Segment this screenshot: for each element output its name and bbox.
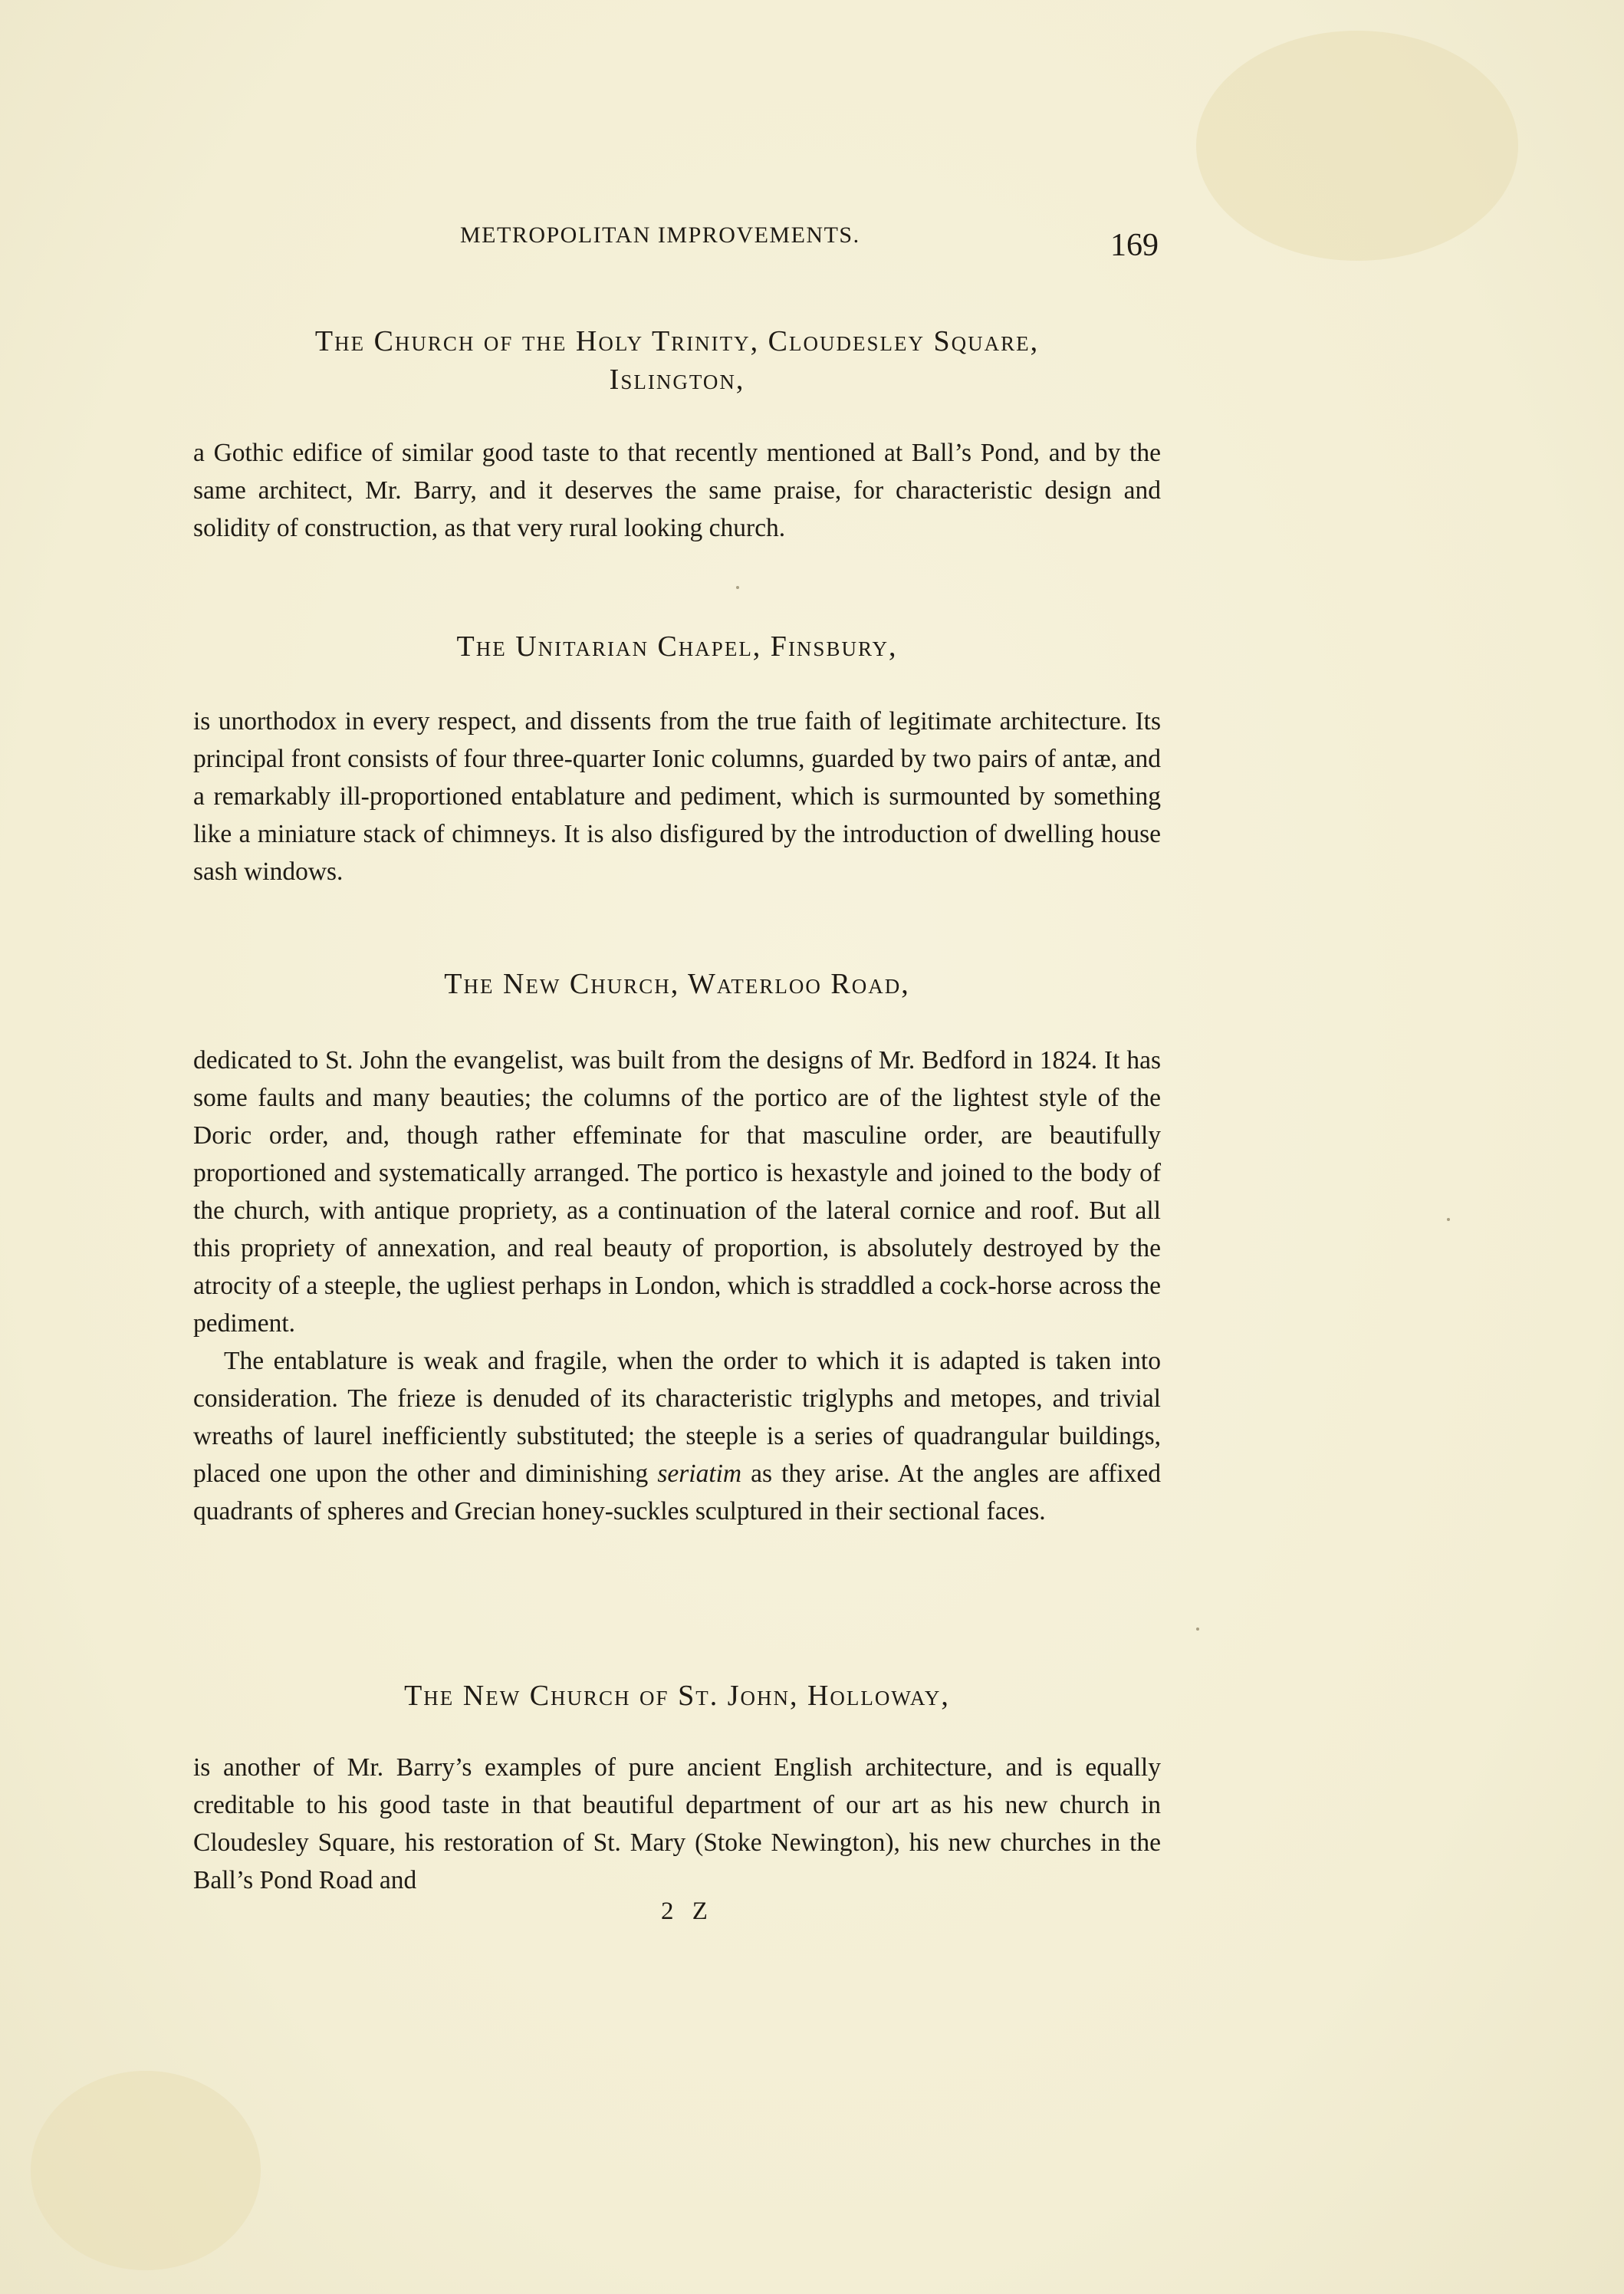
page-number: 169 — [1110, 228, 1159, 263]
heading-line: The New Church of St. John, Holloway, — [404, 1680, 950, 1712]
paper-stain — [1196, 31, 1518, 261]
paragraph: dedicated to St. John the evangelist, was built from the designs of Mr. Bedford in 1824. It has some faults and many beauties; the columns of the portico are of the lightest style of the Doric order, and, though rather effeminate for that masculine order, are beautifully proportioned and systematically arranged. The portico is hexastyle and joined to the body of the church, with antique propriety, as a continuation of the lateral cornice and roof. But all this propriety of annexation, and real beauty of proportion, is absolutely destroyed by the atrocity of a steeple, the ugliest perhaps in London, which is straddled a cock-horse across the pediment. — [193, 1046, 1161, 1338]
section-heading — [193, 1677, 1161, 1715]
heading-line: The New Church, Waterloo Road, — [444, 968, 910, 1000]
heading-line: Islington, — [609, 364, 745, 396]
ink-speck — [1447, 1218, 1450, 1221]
italic-term: seriatim — [657, 1460, 742, 1488]
section-body — [193, 1042, 1161, 1530]
ink-speck — [736, 586, 739, 589]
paragraph-text: The entablature is weak and fragile, when the order to which it is adapted is taken into consideration. The frieze is denuded of its characteristic triglyphs and metopes, and trivial wreaths of laurel inefficiently substituted; the steeple is a series of quadrangular buildings, placed one upon the other and diminishing — [193, 1347, 1161, 1488]
section-body — [193, 434, 1161, 547]
paragraph-text: as they arise. At the angles are affixed quadrants of spheres and Grecian honey-suckles sculptured in their sectional faces. — [193, 1460, 1161, 1525]
signature-mark: 2 Z — [661, 1897, 714, 1925]
section-body — [193, 1749, 1161, 1899]
section-heading — [193, 965, 1161, 1003]
paragraph: is another of Mr. Barry’s examples of pure ancient English architecture, and is equally creditable to his good taste in that beautiful department of our art as his new church in Cloudesley Square, his restoration of St. Mary (Stoke Newington), his new churches in the Ball’s Pond Road and — [193, 1753, 1161, 1894]
section-heading — [193, 322, 1161, 399]
running-head: METROPOLITAN IMPROVEMENTS. — [460, 222, 860, 248]
section-body — [193, 703, 1161, 890]
heading-line: The Church of the Holy Trinity, Cloudesley Square, — [314, 325, 1040, 357]
paragraph: is unorthodox in every respect, and dissents from the true faith of legitimate architecture. Its principal front consists of four three-quarter Ionic columns, guarded by two pairs of antæ, and a remarkably ill-proportioned entablature and pediment, which is surmounted by something like a miniature stack of chimneys. It is also disfigured by the introduction of dwelling house sash windows. — [193, 707, 1161, 886]
paper-stain — [31, 2071, 261, 2270]
heading-line: The Unitarian Chapel, Finsbury, — [456, 630, 898, 663]
ink-speck — [1196, 1628, 1199, 1631]
paragraph: a Gothic edifice of similar good taste to that recently mentioned at Ball’s Pond, and by the same architect, Mr. Barry, and it deserves the same praise, for characteristic design and solidity of construction, as that very rural looking church. — [193, 439, 1161, 542]
section-heading — [193, 627, 1161, 666]
paragraph — [193, 1342, 1161, 1530]
